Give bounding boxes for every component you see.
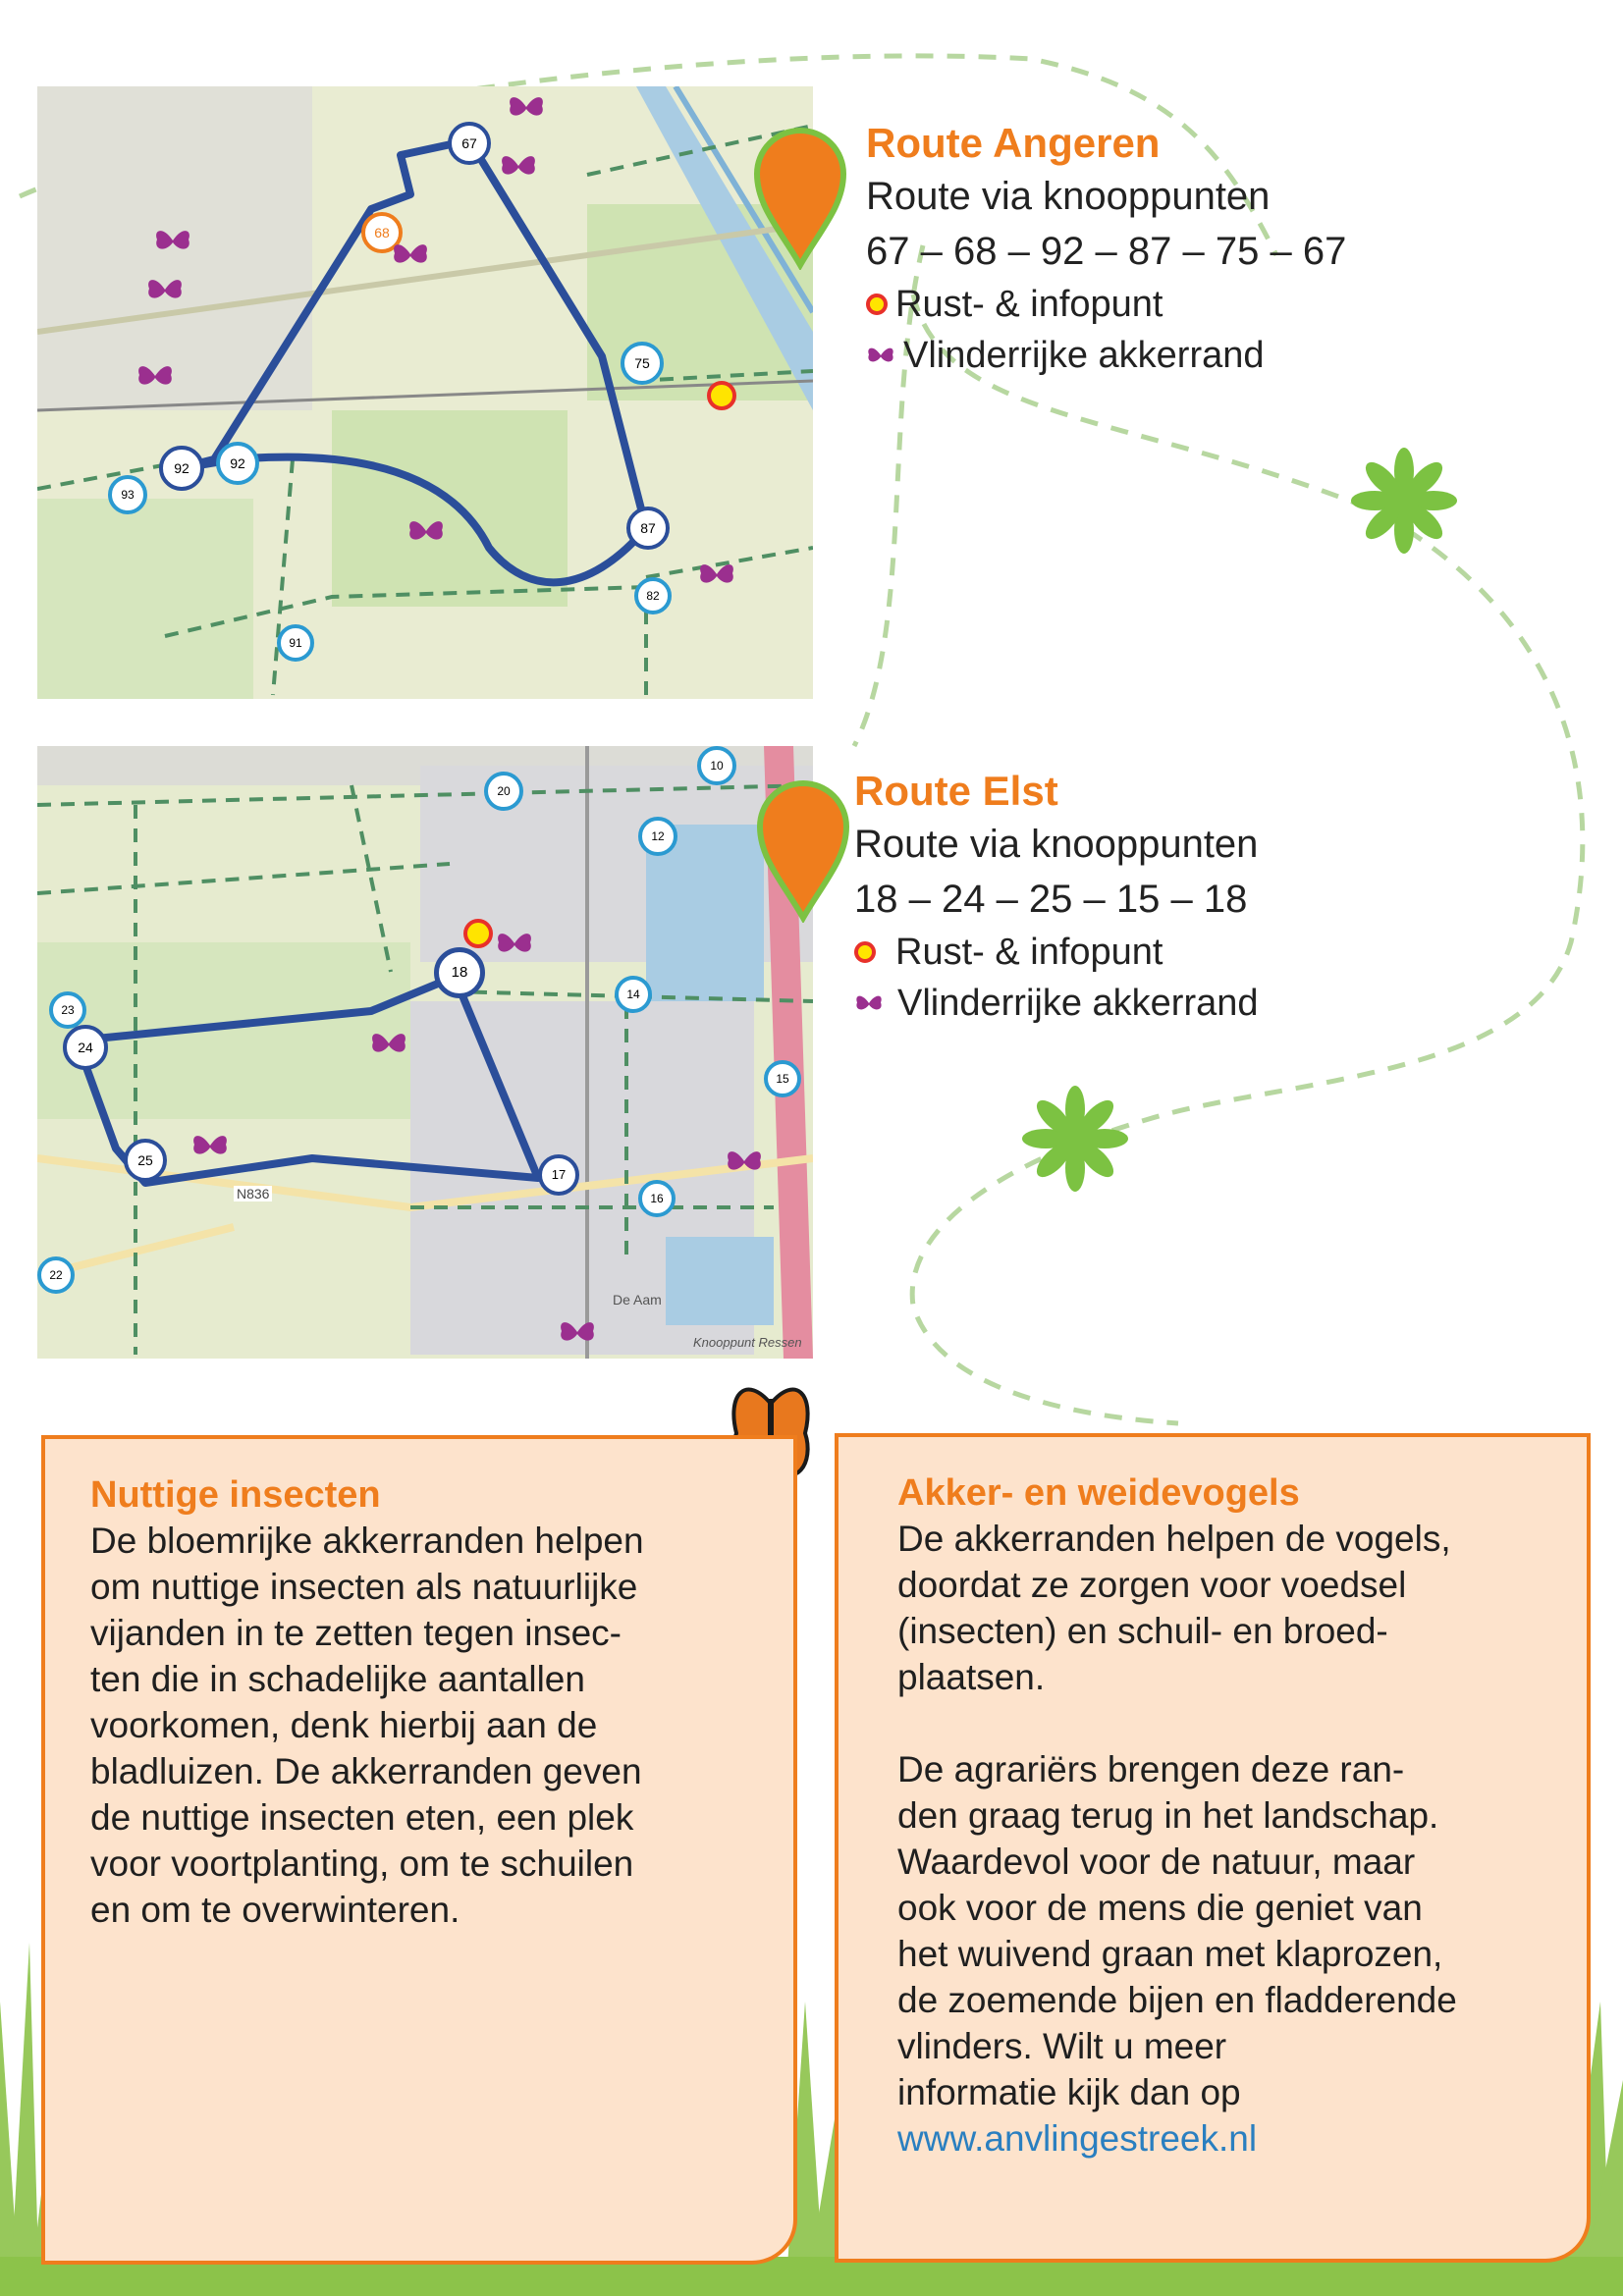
map-node-24: 24	[63, 1025, 108, 1070]
panel-left-line: De bloemrijke akkerranden helpen	[90, 1521, 644, 1561]
butterfly-icon	[507, 92, 546, 122]
map-node-17: 17	[538, 1154, 579, 1196]
map-node-91: 91	[277, 624, 314, 662]
map-node-22: 22	[37, 1256, 75, 1294]
map-node-20: 20	[484, 772, 523, 811]
panel-right-line: De agrariërs brengen deze ran-	[897, 1749, 1405, 1789]
panel-left-line: om nuttige insecten als natuurlijke	[90, 1567, 638, 1607]
map-node-87: 87	[626, 507, 670, 550]
panel-left-line: voor voortplanting, om te schuilen	[90, 1843, 634, 1884]
panel-right-line: ook voor de mens die geniet van	[897, 1888, 1423, 1928]
map-node-67: 67	[448, 122, 491, 165]
butterfly-icon	[866, 344, 895, 367]
route-elst-map	[37, 746, 813, 1359]
panel-right-line: vlinders. Wilt u meer	[897, 2026, 1227, 2066]
butterfly-icon	[725, 1147, 764, 1176]
panel-left-line: bladluizen. De akkerranden geven	[90, 1751, 642, 1791]
legend-butterfly	[866, 330, 1553, 381]
panel-left-line: ten die in schadelijke aantallen	[90, 1659, 585, 1699]
map-place-label: De Aam	[613, 1292, 662, 1308]
panel-right-line: informatie kijk dan op	[897, 2072, 1241, 2112]
legend-butterfly-label: Vlinderrijke akkerrand	[897, 983, 1259, 1024]
panel-right-line: doordat ze zorgen voor voedsel	[897, 1565, 1407, 1605]
map-node-92b: 92	[216, 442, 259, 485]
panel-left-line: vijanden in te zetten tegen insec-	[90, 1613, 622, 1653]
butterfly-icon	[369, 1029, 408, 1058]
route-elst-map-graphic	[37, 746, 813, 1359]
butterfly-icon	[135, 361, 175, 391]
location-pin-icon	[751, 123, 849, 270]
panel-right-line: het wuivend graan met klaprozen,	[897, 1934, 1443, 1974]
map-node-23: 23	[49, 991, 86, 1029]
butterfly-icon	[697, 560, 736, 589]
route-elst-title: Route Elst	[854, 768, 1058, 814]
butterfly-icon	[406, 516, 446, 546]
butterfly-icon	[190, 1131, 230, 1160]
map-node-16: 16	[638, 1180, 676, 1217]
butterfly-icon	[499, 151, 538, 181]
route-angeren-info	[866, 118, 1553, 381]
map-corner-label: Knooppunt Ressen	[693, 1335, 802, 1350]
panel-left-line: en om te overwinteren.	[90, 1890, 460, 1930]
panel-left-line: de nuttige insecten eten, een plek	[90, 1797, 634, 1838]
panel-left-title: Nuttige insecten	[90, 1474, 381, 1516]
panel-left-line: voorkomen, denk hierbij aan de	[90, 1705, 598, 1745]
flower-icon	[1021, 1085, 1129, 1193]
butterfly-icon	[854, 991, 884, 1015]
paragraph-spacer	[897, 1700, 1528, 1746]
butterfly-icon	[391, 240, 430, 269]
rest-point-icon	[866, 294, 888, 315]
panel-right-line: den graag terug in het landschap.	[897, 1795, 1439, 1836]
panel-nuttige-insecten	[41, 1435, 797, 2265]
legend-butterfly	[854, 978, 1561, 1029]
panel-right-link-line	[897, 2115, 1528, 2162]
rest-point-icon	[854, 941, 876, 963]
flower-icon	[1350, 447, 1458, 555]
map-node-12: 12	[638, 817, 677, 856]
map-node-93: 93	[108, 475, 147, 514]
map-node-75: 75	[621, 342, 664, 385]
map-node-10: 10	[697, 746, 736, 785]
map-node-92a: 92	[159, 446, 204, 491]
map-node-25: 25	[124, 1139, 167, 1182]
panel-akker-weidevogels	[835, 1433, 1591, 2263]
legend-rest-label: Rust- & infopunt	[895, 284, 1163, 325]
legend-butterfly-label: Vlinderrijke akkerrand	[903, 335, 1265, 376]
route-elst-subtitle: Route via knooppunten	[854, 823, 1259, 866]
butterfly-icon	[558, 1317, 597, 1347]
butterfly-icon	[153, 226, 192, 255]
route-angeren-title: Route Angeren	[866, 120, 1161, 166]
route-angeren-subtitle: Route via knooppunten	[866, 175, 1271, 218]
butterfly-icon	[495, 929, 534, 958]
map-node-82: 82	[634, 577, 672, 614]
panel-right-line: Waardevol voor de natuur, maar	[897, 1842, 1416, 1882]
location-pin-icon	[754, 775, 852, 923]
panel-right-line: de zoemende bijen en fladderende	[897, 1980, 1457, 2020]
panel-right-line: De akkerranden helpen de vogels,	[897, 1519, 1451, 1559]
map-node-14: 14	[615, 976, 652, 1013]
route-angeren-map-graphic	[37, 86, 813, 699]
route-elst-nodes: 18 – 24 – 25 – 15 – 18	[854, 878, 1248, 921]
map-node-68: 68	[361, 212, 403, 253]
panel-right-title: Akker- en weidevogels	[897, 1472, 1300, 1514]
map-node-15: 15	[764, 1060, 801, 1097]
legend-rest-point	[866, 279, 1553, 330]
map-node-18: 18	[434, 947, 485, 998]
map-road-label: N836	[234, 1186, 272, 1201]
route-elst-info	[854, 766, 1561, 1029]
rest-infopoint-marker	[707, 381, 736, 410]
website-link[interactable]: www.anvlingestreek.nl	[897, 2118, 1258, 2159]
route-angeren-map	[37, 86, 813, 699]
butterfly-icon	[145, 275, 185, 304]
panel-right-line: (insecten) en schuil- en broed-	[897, 1611, 1388, 1651]
panel-right-line: plaatsen.	[897, 1657, 1046, 1697]
legend-rest-point	[854, 927, 1561, 978]
rest-infopoint-marker	[463, 919, 493, 948]
route-angeren-nodes: 67 – 68 – 92 – 87 – 75 – 67	[866, 230, 1347, 273]
legend-rest-label: Rust- & infopunt	[895, 932, 1163, 973]
